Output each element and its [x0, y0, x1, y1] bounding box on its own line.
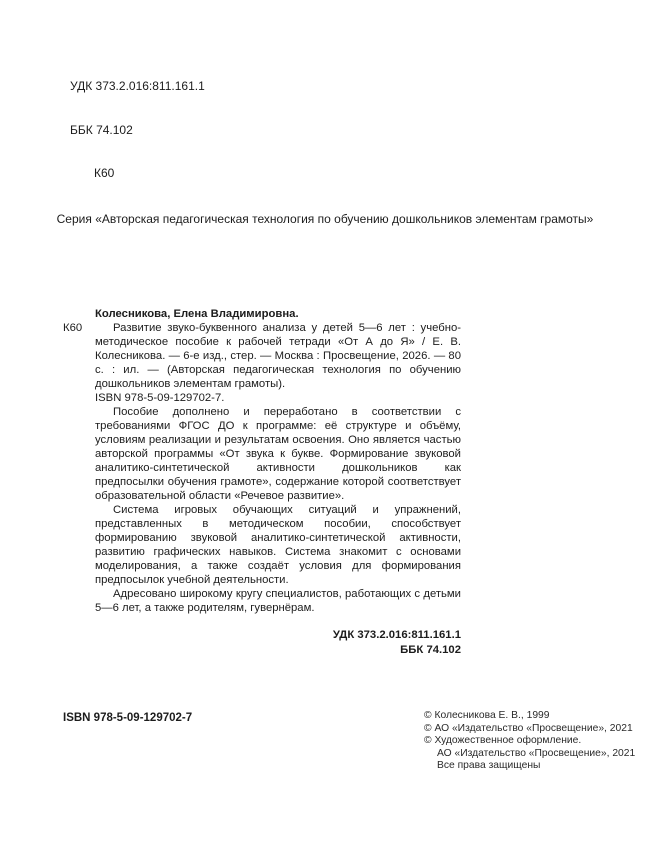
footer-isbn: ISBN 978-5-09-129702-7 [63, 712, 193, 724]
copyright-line-publisher-2: АО «Издательство «Просвещение», 2021 [437, 747, 636, 759]
bbk-top-line: ББК 74.102 [70, 122, 133, 137]
bibliographic-text: Развитие звуко-буквенного анализа у детей 5—6 лет : учебно-методическое пособие к рабочей тетради «От А до Я» / Е. В. Колесникова. — 6-е изд., стер. — Москва : Просвещение, 2026. — 80 с. : ил. — (Авторская педагогическая технология по обучению дошкольников элементам грамоты). [95, 322, 461, 390]
cataloguing-block [70, 50, 205, 210]
bbk-right-line: ББК 74.102 [400, 643, 461, 656]
k60-margin-label: К60 [63, 322, 83, 334]
udk-bbk-right-block [95, 628, 461, 657]
annotation-paragraph-2: Система игровых обучающих ситуаций и упражнений, представленных в методическом пособии, способствует формированию звуковой аналитико-синтетической активности, развитию графических навыков. Система знакомит с основами моделирования, а также создаёт условия для формирования предпосылок учебной деятельности. [95, 504, 461, 586]
k60-top-line: К60 [94, 166, 115, 180]
copyright-block [424, 710, 634, 773]
annotation-block [63, 307, 461, 657]
copyright-line-artwork: © Художественное оформление. [424, 735, 582, 747]
udk-top-line: УДК 373.2.016:811.161.1 [70, 79, 205, 93]
annotation-paragraph-3: Адресовано широкому кругу специалистов, работающих с детьми 5—6 лет, а также родителям, гувернёрам. [95, 588, 461, 614]
annotation-paragraph-1: Пособие дополнено и переработано в соответствии с требованиями ФГОС ДО к программе: её структуре и объёму, условиям реализации и результатам освоения. Оно является частью авторской программы «От звука к букве. Формирование звуковой аналитико-синтетической активности дошкольников как предпосылки обучения грамоте», содержание которой соответствует образовательной области «Речевое развитие». [95, 406, 461, 502]
udk-right-line: УДК 373.2.016:811.161.1 [332, 629, 461, 641]
copyright-line-publisher: © АО «Издательство «Просвещение», 2021 [424, 722, 633, 734]
copyright-line-author: © Колесникова Е. В., 1999 [424, 710, 550, 721]
series-line: Серия «Авторская педагогическая технология по обучению дошкольников элементам грамоты» [56, 212, 594, 226]
copyright-line-rights: Все права защищены [437, 760, 541, 772]
bibliographic-description [63, 321, 461, 391]
isbn-line: ISBN 978-5-09-129702-7. [95, 392, 225, 404]
author-heading: Колесникова, Елена Владимировна. [95, 308, 299, 320]
